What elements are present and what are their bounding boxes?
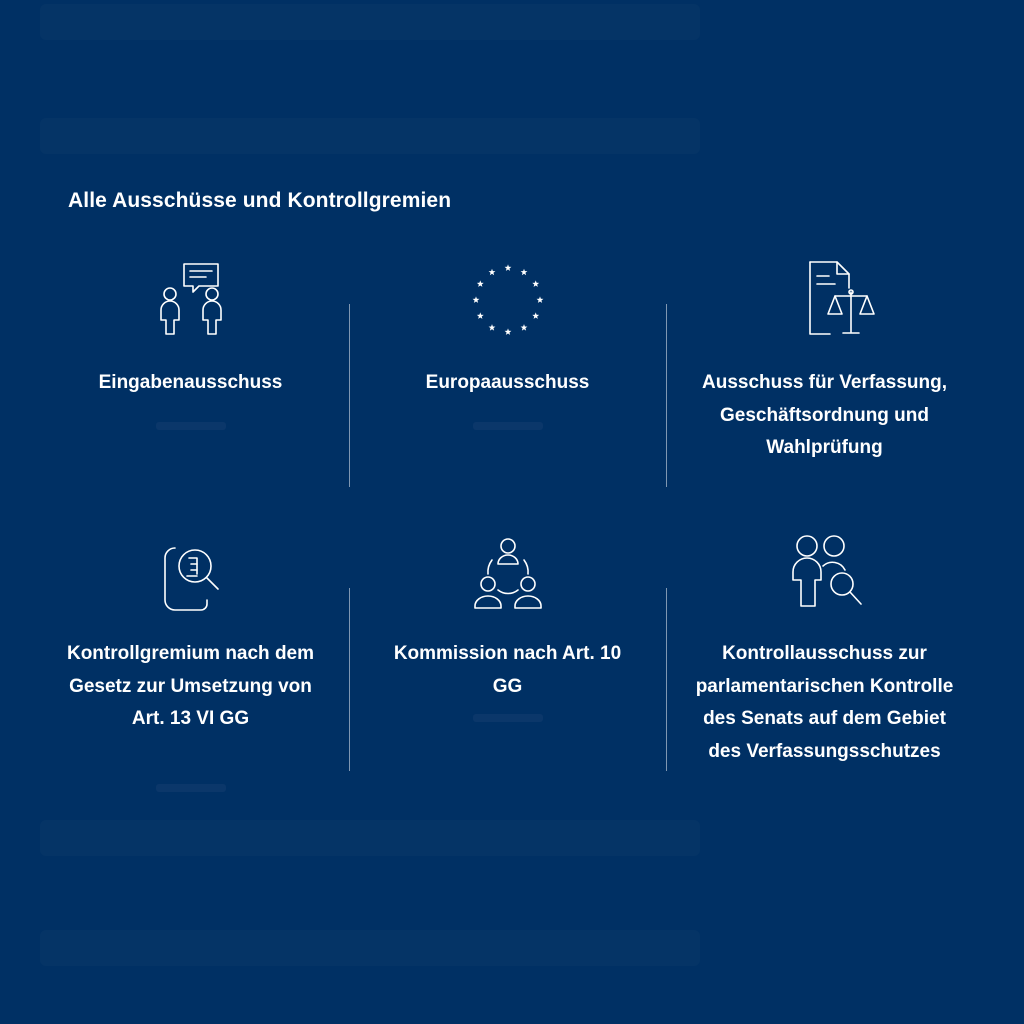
people-conversation-icon xyxy=(151,260,231,340)
star xyxy=(472,296,479,303)
background-ghost-heading xyxy=(40,4,700,40)
background-ghost-heading xyxy=(40,930,700,966)
committee-label: Kommission nach Art. 10 GG xyxy=(393,643,622,697)
star xyxy=(536,296,543,303)
column-divider xyxy=(666,304,667,487)
committee-card-ausschuss-verfassung[interactable] xyxy=(666,252,983,502)
ghost-text xyxy=(156,422,226,430)
ghost-text xyxy=(473,714,543,722)
star xyxy=(532,280,539,287)
star xyxy=(504,264,511,271)
section-title: Alle Ausschüsse und Kontrollgremien xyxy=(68,189,452,212)
committee-label: Europaausschuss xyxy=(425,372,590,393)
star xyxy=(504,328,511,335)
committee-card-kontrollgremium[interactable] xyxy=(32,516,349,806)
people-search-icon xyxy=(785,534,865,614)
committee-card-kommission-art10[interactable] xyxy=(349,516,666,806)
committee-label: Kontrollausschuss zur parlamentarischen Kontrolle des Senats auf dem Gebiet des Verfassungsschutzes xyxy=(695,643,954,762)
star xyxy=(488,269,495,276)
column-divider xyxy=(666,588,667,771)
committee-label: Eingabenausschuss xyxy=(98,372,283,393)
committee-card-kontrollausschuss[interactable] xyxy=(666,516,983,806)
star xyxy=(532,312,539,319)
committee-row xyxy=(32,516,992,806)
document-scales-icon xyxy=(785,260,865,340)
committee-grid xyxy=(32,252,992,806)
committee-card-eingabenausschuss[interactable] xyxy=(32,252,349,502)
background-ghost-heading xyxy=(40,820,700,856)
committee-label: Ausschuss für Verfassung, Geschäftsordnung und Wahlprüfung xyxy=(702,372,947,458)
column-divider xyxy=(349,304,350,487)
star xyxy=(476,312,483,319)
column-divider xyxy=(349,588,350,771)
group-circle-icon xyxy=(468,534,548,614)
star xyxy=(520,324,527,331)
star xyxy=(520,269,527,276)
ghost-text xyxy=(156,784,226,792)
ghost-text xyxy=(473,422,543,430)
committee-row xyxy=(32,252,992,502)
star xyxy=(488,324,495,331)
committee-card-europaausschuss[interactable] xyxy=(349,252,666,502)
document-magnifier-icon xyxy=(151,534,231,614)
star xyxy=(476,280,483,287)
background-ghost-heading xyxy=(40,118,700,154)
eu-stars-icon xyxy=(468,260,548,340)
committee-label: Kontrollgremium nach dem Gesetz zur Umsetzung von Art. 13 VI GG xyxy=(66,643,315,729)
